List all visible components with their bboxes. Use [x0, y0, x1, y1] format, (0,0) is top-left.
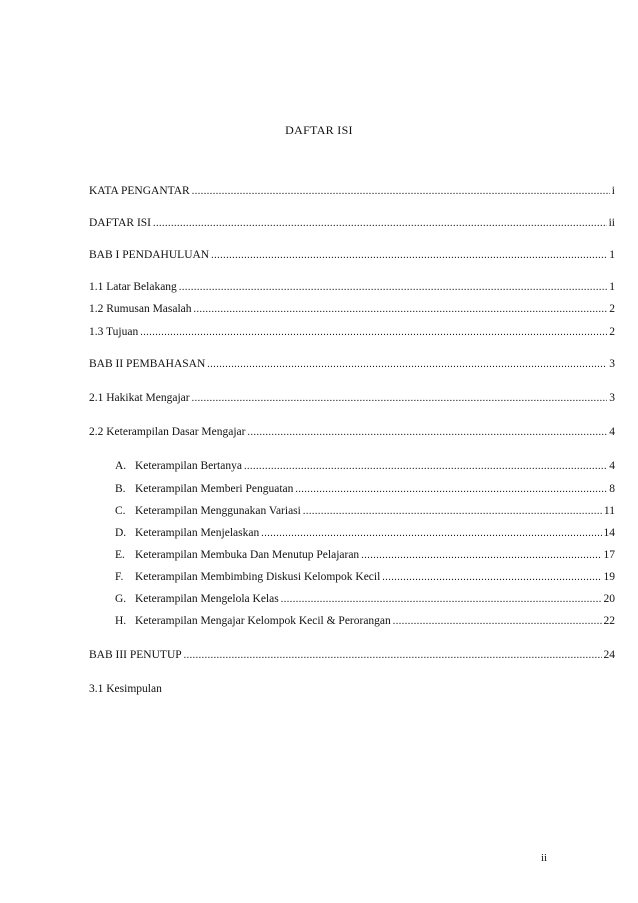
toc-subentry	[115, 482, 615, 497]
toc-leader-dots	[281, 593, 602, 607]
toc-entry	[89, 280, 615, 295]
toc-entry	[89, 391, 615, 406]
toc-leader-dots	[382, 571, 601, 585]
toc-entry	[89, 325, 615, 340]
toc-entry-label: Keterampilan Menjelaskan	[135, 527, 260, 539]
toc-leader-dots	[153, 217, 607, 231]
toc-subentry-letter: F.	[115, 571, 124, 583]
toc-subentry	[115, 570, 615, 585]
toc-entry-page: i	[611, 185, 615, 197]
toc-entry-page: 20	[603, 593, 615, 605]
toc-entry-page: 4	[609, 426, 615, 438]
toc-entry-label: KATA PENGANTAR	[89, 185, 190, 197]
toc-leader-dots	[184, 649, 602, 663]
toc-entry-page: 24	[603, 649, 615, 661]
toc-subentry	[115, 459, 615, 474]
toc-entry	[89, 216, 615, 231]
page-title: DAFTAR ISI	[285, 123, 353, 137]
toc-entry-label: 1.2 Rumusan Masalah	[89, 303, 192, 315]
toc-leader-dots	[244, 460, 607, 474]
toc-entry-label: 2.1 Hakikat Mengajar	[89, 392, 190, 404]
toc-entry	[89, 184, 615, 199]
toc-entry	[89, 425, 615, 440]
toc-leader-dots	[247, 426, 607, 440]
toc-subentry-letter: B.	[115, 483, 126, 495]
toc-entry-page: 14	[603, 527, 615, 539]
toc-entry-page: 2	[609, 326, 615, 338]
toc-entry-page: 1	[609, 249, 615, 261]
toc-subentry	[115, 526, 615, 541]
toc-entry-page: 11	[603, 505, 615, 517]
toc-entry-label: Keterampilan Membuka Dan Menutup Pelajaran	[135, 549, 360, 561]
toc-entry	[89, 302, 615, 317]
toc-entry-label: Keterampilan Membimbing Diskusi Kelompok Kecil	[135, 571, 381, 583]
page-number: ii	[541, 852, 548, 864]
toc-entry-label: 2.2 Keterampilan Dasar Mengajar	[89, 426, 246, 438]
toc-subentry-letter: C.	[115, 505, 126, 517]
toc-leader-dots	[192, 185, 610, 199]
toc-leader-dots	[261, 527, 601, 541]
toc-subentry-letter: H.	[115, 615, 127, 627]
toc-entry-label: Keterampilan Memberi Penguatan	[135, 483, 294, 495]
toc-entry-page: 22	[603, 615, 615, 627]
toc-subentry-letter: A.	[115, 460, 127, 472]
toc-subentry-letter: D.	[115, 527, 127, 539]
toc-entry-label: BAB I PENDAHULUAN	[89, 249, 210, 261]
toc-entry-page: 3	[609, 392, 615, 404]
toc-entry-page: 17	[603, 549, 615, 561]
toc-subentry	[115, 614, 615, 629]
toc-subentry	[115, 504, 615, 519]
toc-leader-dots	[192, 392, 608, 406]
toc-subentry	[115, 592, 615, 607]
toc-entry	[89, 248, 615, 263]
toc-entry-page: 3	[609, 358, 615, 370]
toc-entry-label: BAB III PENUTUP	[89, 649, 182, 661]
toc-leader-dots	[361, 549, 601, 563]
toc-entry-label: 1.3 Tujuan	[89, 326, 139, 338]
toc-entry	[89, 682, 615, 696]
toc-leader-dots	[303, 505, 602, 519]
toc-entry-page: 8	[609, 483, 615, 495]
toc-leader-dots	[295, 483, 607, 497]
toc-entry-label: Keterampilan Menggunakan Variasi	[135, 505, 301, 517]
toc-subentry-letter: E.	[115, 549, 125, 561]
toc-subentry	[115, 548, 615, 563]
toc-leader-dots	[393, 615, 602, 629]
toc-entry-label: Keterampilan Mengajar Kelompok Kecil & Perorangan	[135, 615, 391, 627]
toc-leader-dots	[207, 358, 607, 372]
toc-entry-label: DAFTAR ISI	[89, 217, 152, 229]
toc-entry-label: Keterampilan Mengelola Kelas	[135, 593, 279, 605]
toc-leader-dots	[194, 303, 608, 317]
toc-entry-page: 19	[603, 571, 615, 583]
toc-entry-page: 2	[609, 303, 615, 315]
toc-entry	[89, 648, 615, 663]
toc-entry	[89, 357, 615, 372]
toc-leader-dots	[140, 326, 607, 340]
toc-entry-page: 1	[609, 281, 615, 293]
toc-subentry-letter: G.	[115, 593, 127, 605]
toc-leader-dots	[179, 281, 607, 295]
toc-leader-dots	[211, 249, 607, 263]
toc-entry-label: 1.1 Latar Belakang	[89, 281, 177, 293]
toc-entry-label: Keterampilan Bertanya	[135, 460, 242, 472]
toc-entry-page: ii	[608, 217, 615, 229]
toc-entry-label: 3.1 Kesimpulan	[89, 683, 162, 695]
toc-entry-label: BAB II PEMBAHASAN	[89, 358, 206, 370]
toc-entry-page: 4	[609, 460, 615, 472]
